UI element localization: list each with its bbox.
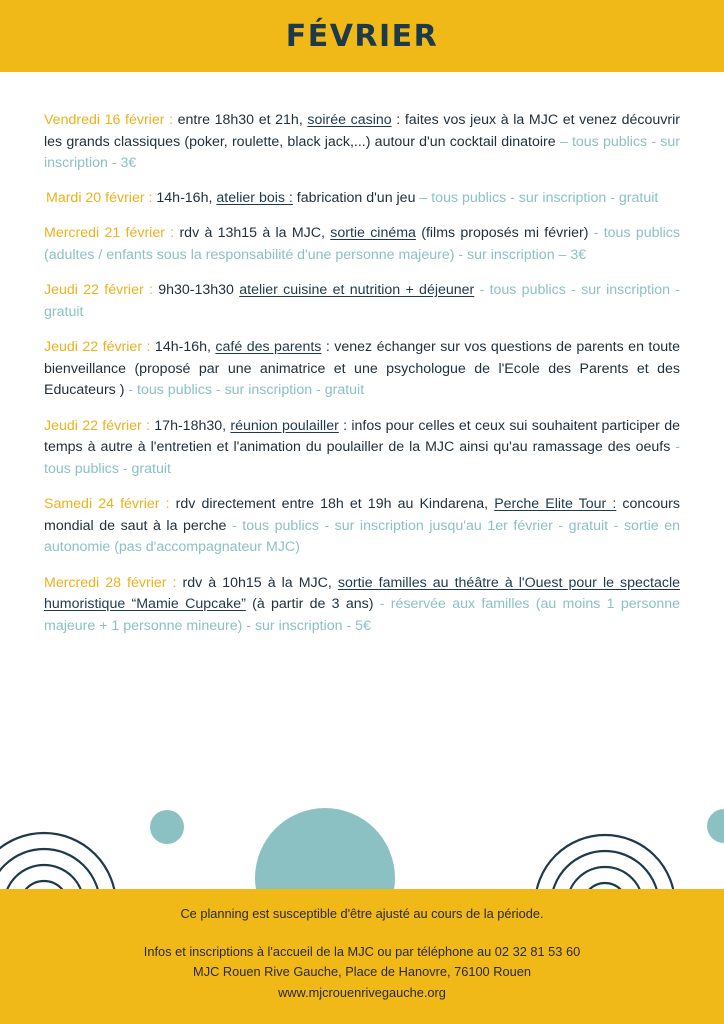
event-time: 9h30-13h30 [152,282,240,298]
event-meta: - tous publics - sur inscription - gratuit [44,282,681,320]
event-meta: - tous publics - gratuit [44,439,680,477]
event-title: atelier cuisine et nutrition + déjeuner [239,282,475,298]
event-date: Samedi 24 février : [44,496,170,512]
large-teal-circle [255,808,395,900]
event-time: rdv à 10h15 à la MJC, [176,574,338,591]
event-time: rdv directement entre 18h et 19h au Kindarena, [169,496,495,512]
event-date: Jeudi 22 février : [44,339,151,355]
event-meta: – tous publics - sur inscription - gratuit [415,189,659,206]
contact-info: Infos et inscriptions à l'accueil de la MJC ou par téléphone au 02 32 81 53 60 [143,944,581,959]
event-description: fabrication d'un jeu [292,189,416,206]
event-date: Vendredi 16 février : [44,112,174,128]
event-date: Mardi 20 février : [46,189,153,206]
event-date: Jeudi 22 février : [44,282,153,298]
footer-banner [0,889,724,1024]
event-item [44,494,680,559]
event-item [44,223,680,266]
right-teal-circle [707,809,724,843]
event-description: (films proposés mi février) [415,225,589,241]
event-date: Jeudi 22 février : [44,417,150,434]
event-item [44,573,680,638]
page-title: FÉVRIER [285,18,439,54]
planning-notice: Ce planning est susceptible d'être ajusté au cours de la période. [180,906,544,921]
event-title: sortie familles au théâtre à l'Ouest pour le spectacle humoristique “Mamie Cupcake” [44,574,680,612]
event-item [44,337,680,402]
event-title: café des parents [215,339,322,355]
event-title: réunion poulailler [230,417,339,434]
address: MJC Rouen Rive Gauche, Place de Hanovre, 76100 Rouen [193,964,531,979]
event-time: 14h-16h, [152,189,217,206]
event-date: Mercredi 28 février : [44,574,177,591]
event-item [44,110,680,175]
event-description: concours mondial de saut à la perche [44,496,680,534]
event-meta: - tous publics - sur inscription jusqu'au 1er février - gratuit - sortie en autonomie (pas d'accompagnateur MJC) [44,517,680,555]
header-banner [0,0,724,72]
event-time: rdv à 13h15 à la MJC, [174,225,331,241]
event-description: (à partir de 3 ans) [245,596,374,612]
website-link[interactable]: www.mjcrouenrivegauche.org [278,985,446,1000]
small-teal-circle [150,810,184,844]
event-time: entre 18h30 et 21h, [173,112,308,128]
event-meta: - tous publics (adultes / enfants sous la responsabilité d'une personne majeure) - sur inscription – 3€ [44,225,680,263]
event-title: sortie cinéma [330,225,416,241]
event-meta: – tous publics - sur inscription - 3€ [44,133,680,171]
event-description: : venez échanger sur vos questions de parents en toute bienveillance (proposé par une animatrice et une psychologue de l'Ecole des Parents et des Educateurs ) [44,339,680,398]
event-time: 14h-16h, [150,339,216,355]
event-title: soirée casino [307,112,392,128]
event-meta: - réservée aux familles (au moins 1 personne majeure + 1 personne mineure) - sur inscription - 5€ [44,596,681,634]
event-description: : faites vos jeux à la MJC et venez découvrir les grands classiques (poker, roulette, black jack,...) autour d'un cocktail dinatoire [44,112,680,150]
decorative-shapes [0,800,724,900]
event-item [44,188,680,210]
event-item [44,280,680,323]
event-title: Perche Elite Tour : [494,496,617,512]
event-description: : infos pour celles et ceux sui souhaitent participer de temps à autre à l'entretien et l'animation du poulailler de la MJC ainsi qu'au ramassage des oeufs [44,417,680,455]
event-time: 17h-18h30, [149,417,231,434]
event-title: atelier bois : [216,189,293,206]
event-meta: - tous publics - sur inscription - gratuit [124,382,365,398]
event-item [44,416,680,481]
event-list [44,110,680,637]
event-date: Mercredi 21 février : [44,225,175,241]
